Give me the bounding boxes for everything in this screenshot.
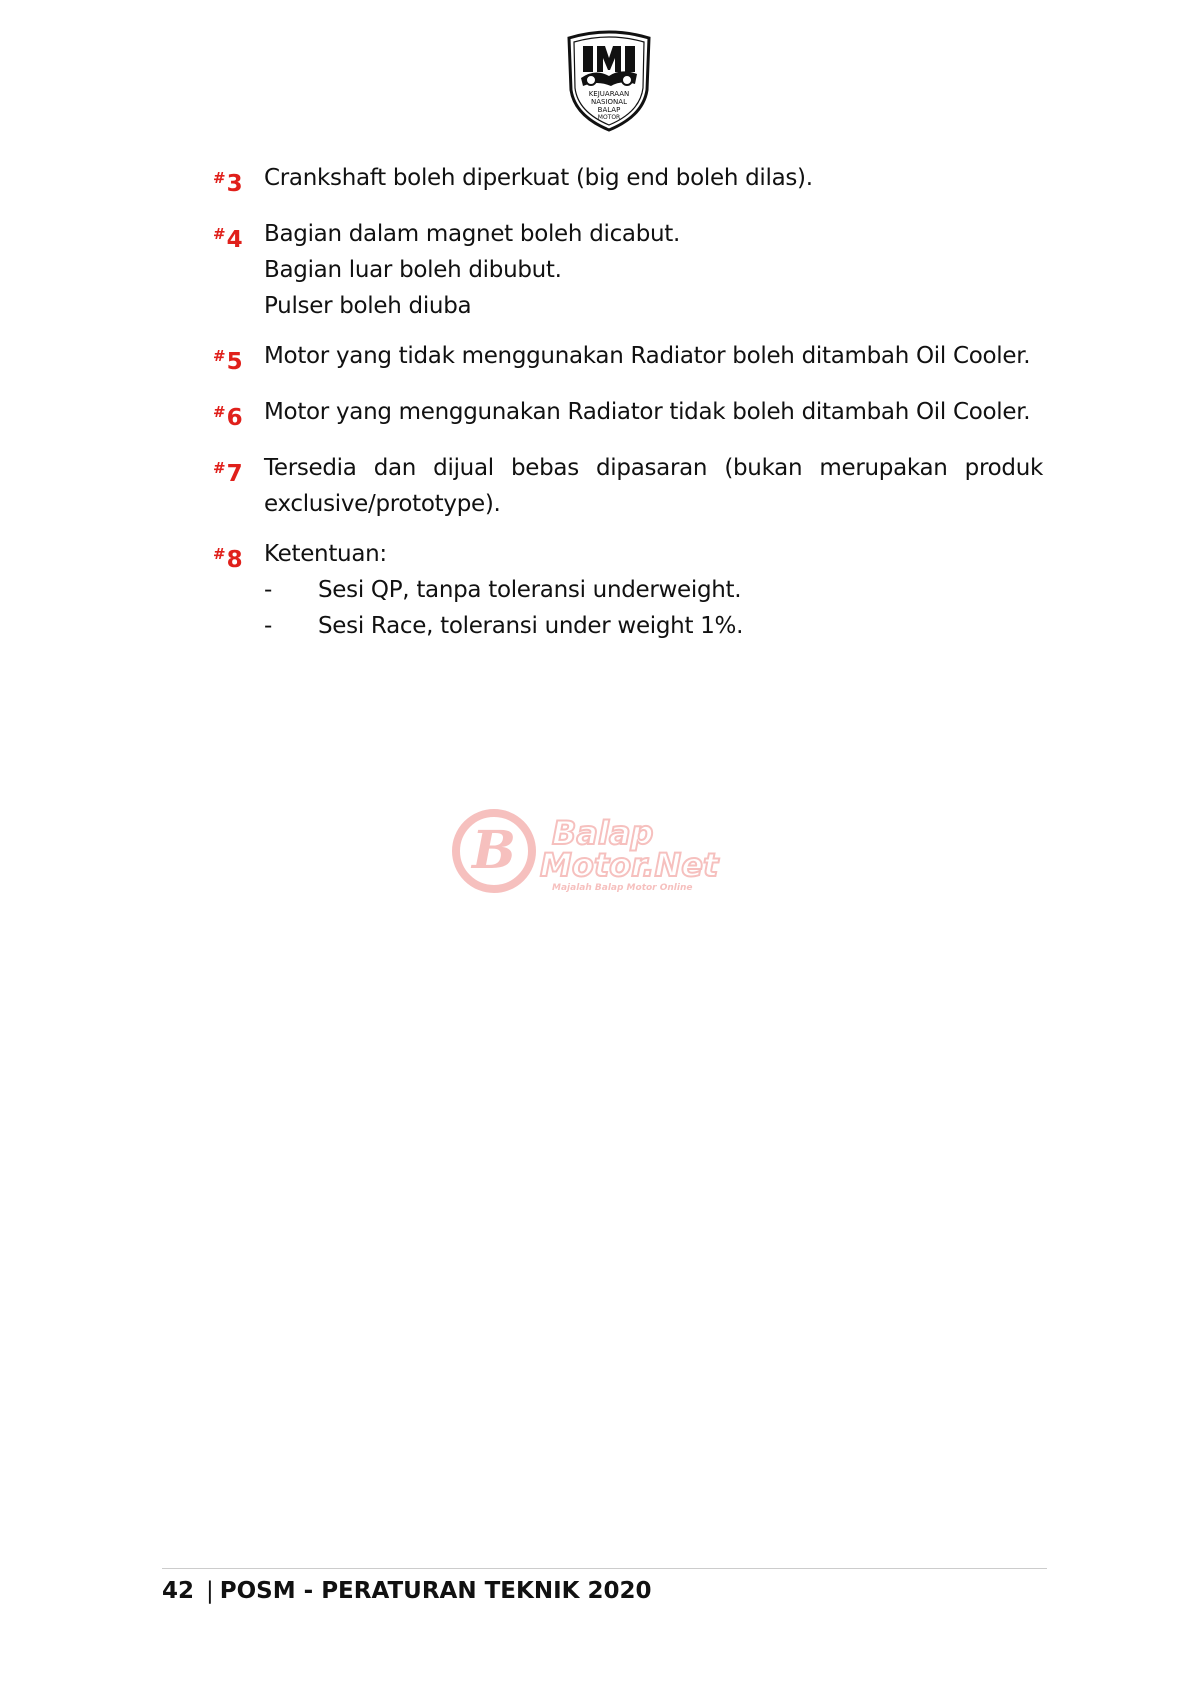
note-number-value: 4	[226, 227, 243, 253]
note-number-value: 3	[226, 171, 243, 197]
watermark-tagline: Majalah Balap Motor Online	[552, 883, 693, 893]
logo-text-line-1: KEJUARAAN	[588, 90, 630, 98]
note-line: Bagian dalam magnet boleh dicabut.	[264, 221, 681, 247]
note-hash: #	[213, 169, 226, 187]
sub-list-dash: -	[264, 577, 272, 603]
note-number	[213, 338, 264, 380]
note-hash: #	[213, 225, 226, 243]
note-number	[213, 450, 264, 492]
note-6	[213, 394, 1043, 436]
svg-text:B: B	[472, 820, 516, 881]
note-8	[213, 536, 1043, 644]
note-number-value: 5	[226, 349, 243, 375]
balapmotor-watermark	[452, 806, 762, 896]
note-line: Bagian luar boleh dibubut.	[264, 257, 562, 283]
note-line: Pulser boleh diuba	[264, 293, 472, 319]
note-body	[264, 338, 1043, 374]
watermark-line-2: Motor.Net	[540, 846, 719, 884]
note-hash: #	[213, 403, 226, 421]
note-number-value: 7	[226, 461, 243, 487]
notes-list	[213, 160, 1043, 658]
note-5	[213, 338, 1043, 380]
sub-list-item	[264, 608, 1043, 644]
note-hash: #	[213, 545, 226, 563]
note-body	[264, 216, 1043, 324]
sub-list-item	[264, 572, 1043, 608]
note-4	[213, 216, 1043, 324]
footer-separator: |	[206, 1578, 214, 1604]
note-line: Motor yang tidak menggunakan Radiator boleh ditambah Oil Cooler.	[264, 343, 1031, 369]
note-line: Ketentuan:	[264, 541, 387, 567]
note-body	[264, 160, 1043, 196]
note-number	[213, 216, 264, 258]
note-line: Motor yang menggunakan Radiator tidak boleh ditambah Oil Cooler.	[264, 399, 1031, 425]
note-number	[213, 394, 264, 436]
note-number-value: 8	[226, 547, 243, 573]
logo-text-line-3: BALAP	[597, 106, 621, 114]
note-line: Crankshaft boleh diperkuat (big end boleh dilas).	[264, 165, 813, 191]
logo-text-line-2: NASIONAL	[591, 98, 627, 106]
note-body	[264, 450, 1043, 522]
note-number	[213, 160, 264, 202]
watermark-line-1: Balap	[552, 814, 654, 852]
note-hash: #	[213, 459, 226, 477]
note-body	[264, 394, 1043, 430]
note-paragraph: Tersedia dan dijual bebas dipasaran (bukan merupakan produk exclusive/prototype).	[264, 455, 1043, 517]
note-hash: #	[213, 347, 226, 365]
note-number	[213, 536, 264, 578]
page-number: 42	[162, 1578, 195, 1604]
footer-title: POSM - PERATURAN TEKNIK 2020	[219, 1578, 652, 1604]
sub-list-text: Sesi Race, toleransi under weight 1%.	[318, 613, 744, 639]
logo-text-line-4: MOTOR	[597, 114, 621, 121]
note-body	[264, 536, 1043, 644]
footer-divider	[162, 1568, 1047, 1569]
note-7	[213, 450, 1043, 522]
sub-list-text: Sesi QP, tanpa toleransi underweight.	[318, 577, 742, 603]
imi-logo	[561, 28, 657, 132]
sub-list-dash: -	[264, 613, 272, 639]
page-footer	[162, 1574, 652, 1608]
note-number-value: 6	[226, 405, 243, 431]
note-3	[213, 160, 1043, 202]
